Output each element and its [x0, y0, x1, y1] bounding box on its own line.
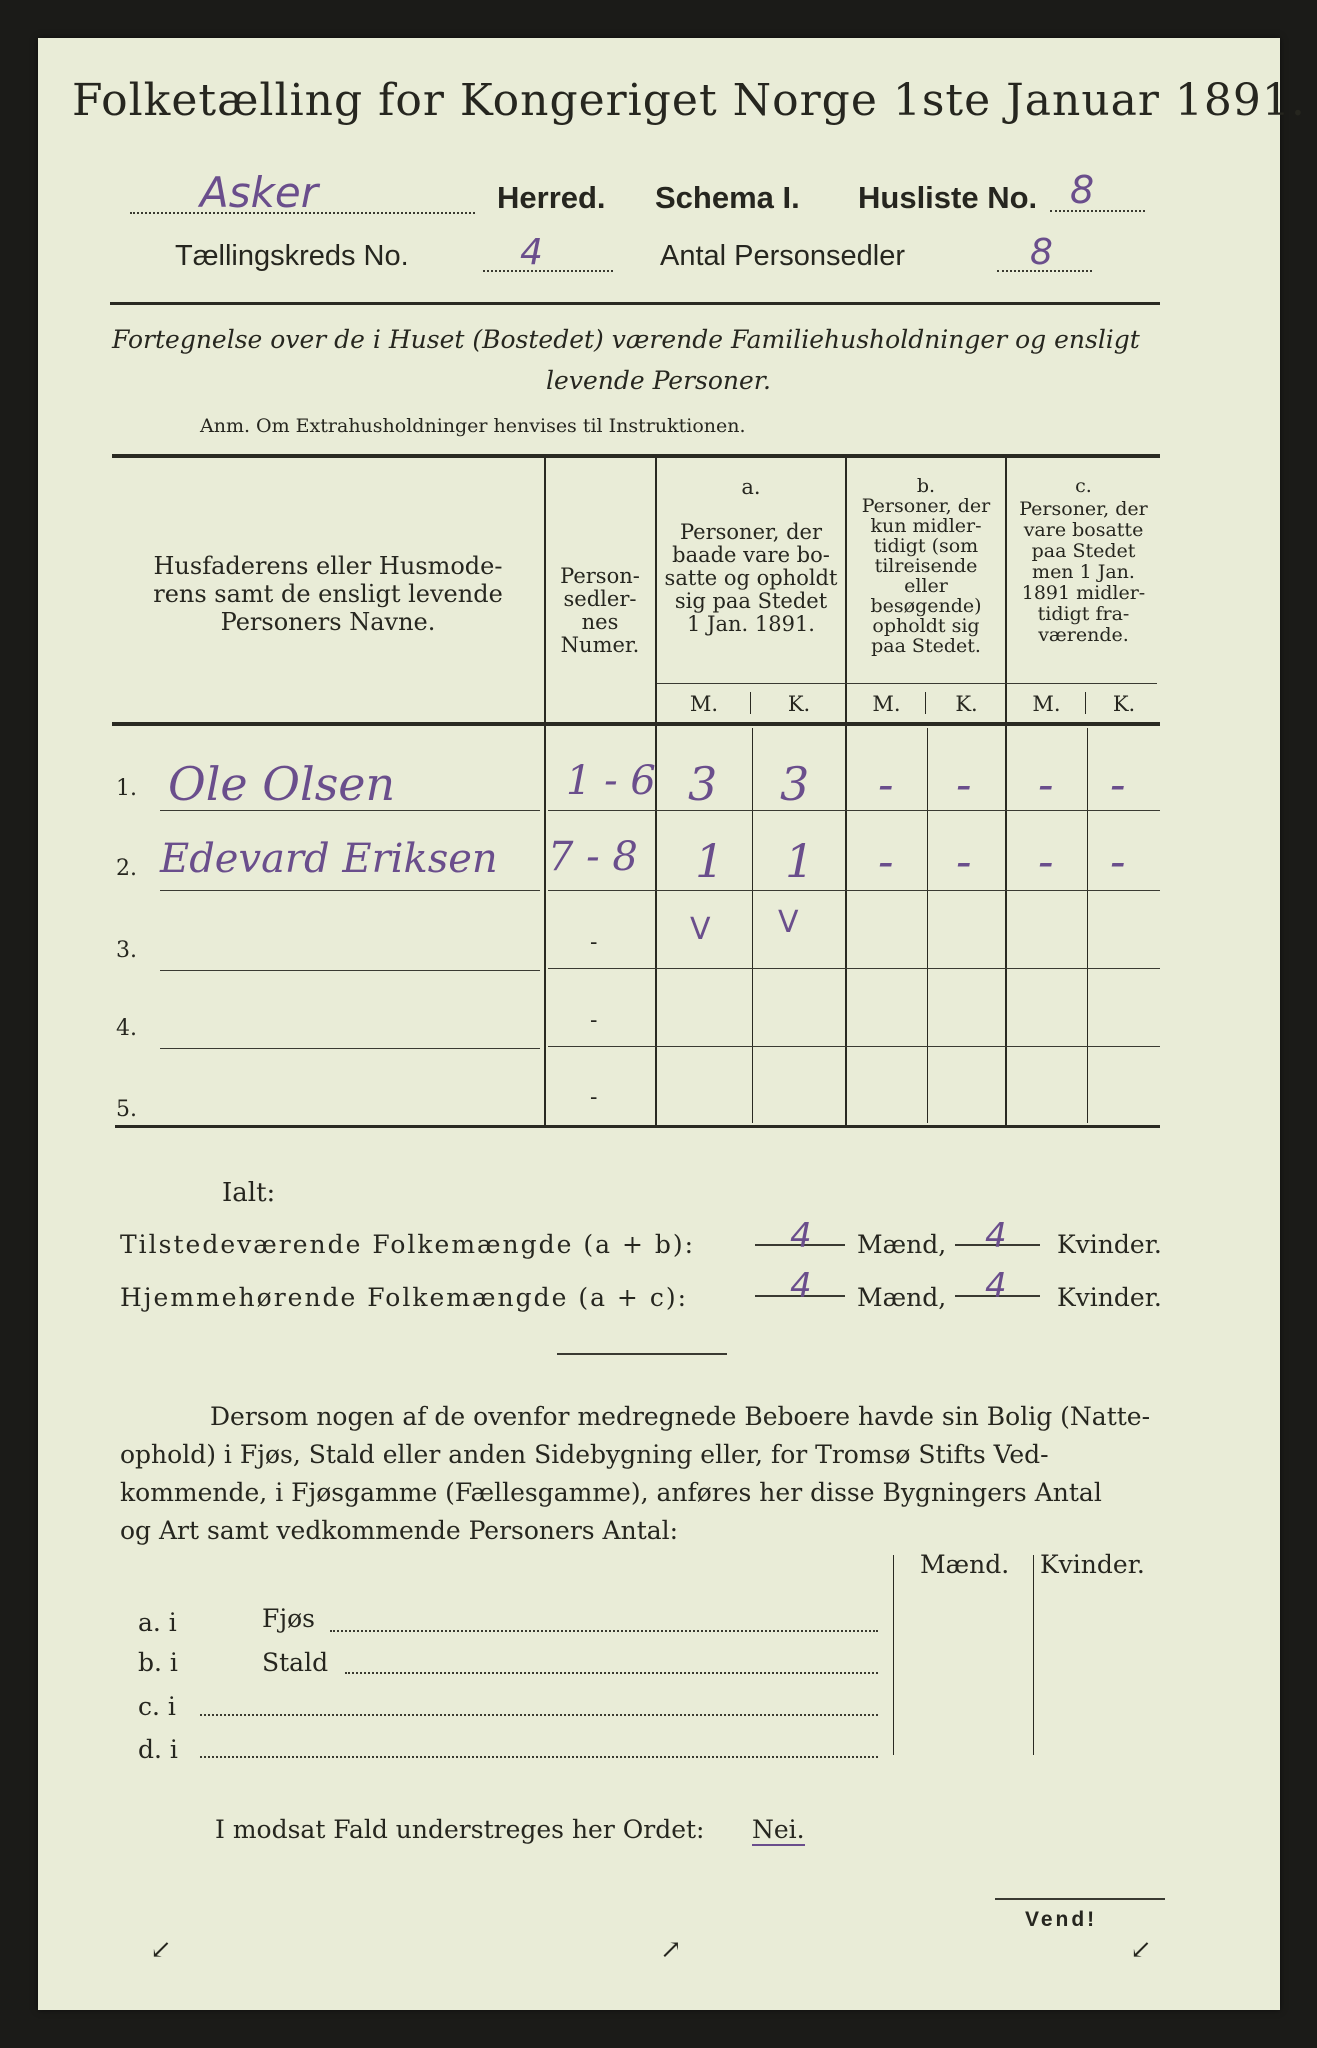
intro-line-2: levende Personer. — [546, 366, 771, 395]
person-numbers: - — [590, 930, 598, 955]
table-col-divider — [544, 458, 546, 1125]
vend-rule — [995, 1898, 1165, 1900]
c-women: - — [1110, 757, 1126, 811]
col-divider — [1033, 1555, 1034, 1755]
c-m-label: M. — [1032, 692, 1061, 716]
row-line — [548, 968, 1160, 969]
table-header-rule — [112, 722, 1160, 726]
maend-head: Mænd. — [920, 1550, 1010, 1579]
a-m-label: M. — [689, 692, 719, 716]
husliste-label: Husliste No. — [858, 180, 1038, 215]
mk-divider — [657, 683, 1157, 684]
mk-divider-line — [1087, 728, 1088, 1123]
a-women: 1 — [785, 834, 815, 888]
row-line — [160, 1048, 540, 1049]
herred-value: Asker — [200, 168, 319, 217]
item-label: Fjøs — [262, 1604, 315, 1633]
herred-label: Herred. — [497, 180, 606, 215]
item-letter: b. i — [138, 1648, 178, 1677]
mk-divider-line — [752, 728, 753, 1123]
intro-line-1: Fortegnelse over de i Huset (Bostedet) værende Familiehusholdninger og ensligt — [112, 325, 1140, 354]
item-letter: a. i — [138, 1608, 177, 1637]
table-bottom-rule — [115, 1125, 1160, 1128]
mk-divider-line — [927, 728, 928, 1123]
modsat-text: I modsat Fald understreges her Ordet: — [215, 1815, 705, 1844]
row-number: 4. — [116, 1016, 137, 1041]
b-women: - — [956, 757, 972, 811]
husliste-line — [1050, 210, 1145, 212]
row-line — [548, 890, 1160, 891]
row-line — [160, 970, 540, 971]
col-divider — [893, 1555, 894, 1755]
item-label: Stald — [262, 1648, 329, 1677]
item-dots — [200, 1756, 878, 1758]
row-line — [548, 1046, 1160, 1047]
a-men: 1 — [695, 834, 725, 888]
vend-label: Vend! — [1025, 1908, 1098, 1931]
table-top-rule — [112, 454, 1160, 458]
anm-note: Anm. Om Extrahusholdninger henvises til Instruktionen. — [200, 415, 746, 437]
c-men: - — [1038, 834, 1054, 888]
a-women-check: V — [778, 905, 799, 940]
hjemme-maend: Mænd, — [857, 1283, 947, 1312]
hjemme-label: Hjemmehørende Folkemængde (a + c): — [120, 1283, 688, 1312]
tilstede-maend: Mænd, — [857, 1230, 947, 1259]
corner-mark-icon: ↗ — [660, 1935, 682, 1965]
person-numbers: 1 - 6 — [566, 758, 656, 804]
hjemme-k-value: 4 — [985, 1266, 1007, 1306]
col-c-header: c. Personer, der vare bosatte paa Stedet men 1 Jan. 1891 midler- tidigt fra- værende. — [1019, 475, 1148, 646]
item-dots — [330, 1630, 878, 1632]
hjemme-kvinder: Kvinder. — [1057, 1283, 1162, 1312]
col-num-header: Person- sedler- nes Numer. — [560, 564, 640, 657]
corner-mark-icon: ↙ — [1130, 1935, 1152, 1965]
personsedler-value: 8 — [1030, 232, 1053, 273]
tilstede-label: Tilstedeværende Folkemængde (a + b): — [120, 1230, 696, 1259]
c-men: - — [1038, 757, 1054, 811]
b-m-label: M. — [872, 692, 901, 716]
b-men: - — [878, 834, 894, 888]
hjemme-m-value: 4 — [790, 1266, 812, 1306]
row-line — [548, 810, 1160, 811]
form-title: Folketælling for Kongeriget Norge 1ste Januar 1891. — [72, 75, 1306, 126]
c-k-label: K. — [1112, 692, 1136, 716]
a-men-check: V — [690, 912, 711, 947]
person-name: Edevard Eriksen — [160, 836, 498, 882]
item-letter: c. i — [138, 1692, 176, 1721]
item-dots — [200, 1714, 878, 1716]
ialt-label: Ialt: — [222, 1178, 276, 1208]
item-dots — [345, 1672, 878, 1674]
person-name: Ole Olsen — [168, 757, 396, 811]
header-rule — [110, 302, 1160, 305]
row-number: 1. — [116, 776, 137, 801]
tilstede-k-value: 4 — [985, 1216, 1007, 1256]
col-name-header: Husfaderens eller Husmode- rens samt de ensligt levende Personers Navne. — [153, 552, 503, 636]
schema-label: Schema I. — [655, 180, 800, 215]
b-k-label: K. — [955, 692, 978, 716]
a-k-label: K. — [787, 692, 811, 716]
corner-mark-icon: ↙ — [150, 1935, 172, 1965]
personsedler-label: Antal Personsedler — [660, 240, 906, 272]
row-number: 3. — [116, 938, 137, 963]
a-men: 3 — [688, 757, 718, 811]
b-women: - — [956, 834, 972, 888]
kreds-label: Tællingskreds No. — [175, 240, 409, 272]
person-numbers: - — [590, 1085, 598, 1110]
tilstede-kvinder: Kvinder. — [1057, 1230, 1162, 1259]
separator — [557, 1353, 727, 1355]
row-line — [160, 890, 540, 891]
kreds-line — [483, 270, 613, 272]
person-numbers: - — [590, 1008, 598, 1033]
c-women: - — [1110, 834, 1126, 888]
kvinder-head: Kvinder. — [1040, 1550, 1145, 1579]
a-women: 3 — [780, 757, 810, 811]
sidebygning-paragraph: Dersom nogen af de ovenfor medregnede Beboere havde sin Bolig (Natte- ophold) i Fjøs, Stald eller anden Sidebygning eller, for Tromsø Stifts Ved- kommende, i Fjøsgamme (Fællesgamme), anføres her disse Bygningers Antal og Art samt vedkommende Personers Antal: — [120, 1402, 1151, 1545]
tilstede-m-value: 4 — [790, 1216, 812, 1256]
kreds-value: 4 — [520, 232, 543, 273]
item-letter: d. i — [138, 1735, 178, 1764]
col-a-header: a. Personer, der baade vare bo- satte og opholdt sig paa Stedet 1 Jan. 1891. — [664, 475, 838, 636]
nei-word: Nei. — [752, 1815, 805, 1844]
row-number: 5. — [116, 1097, 137, 1122]
row-number: 2. — [116, 856, 137, 881]
col-b-header: b. Personer, der kun midler- tidigt (som tilreisende eller besøgende) opholdt sig paa Stedet. — [861, 475, 991, 657]
person-numbers: 7 - 8 — [548, 834, 638, 880]
husliste-value: 8 — [1070, 168, 1095, 212]
b-men: - — [878, 757, 894, 811]
